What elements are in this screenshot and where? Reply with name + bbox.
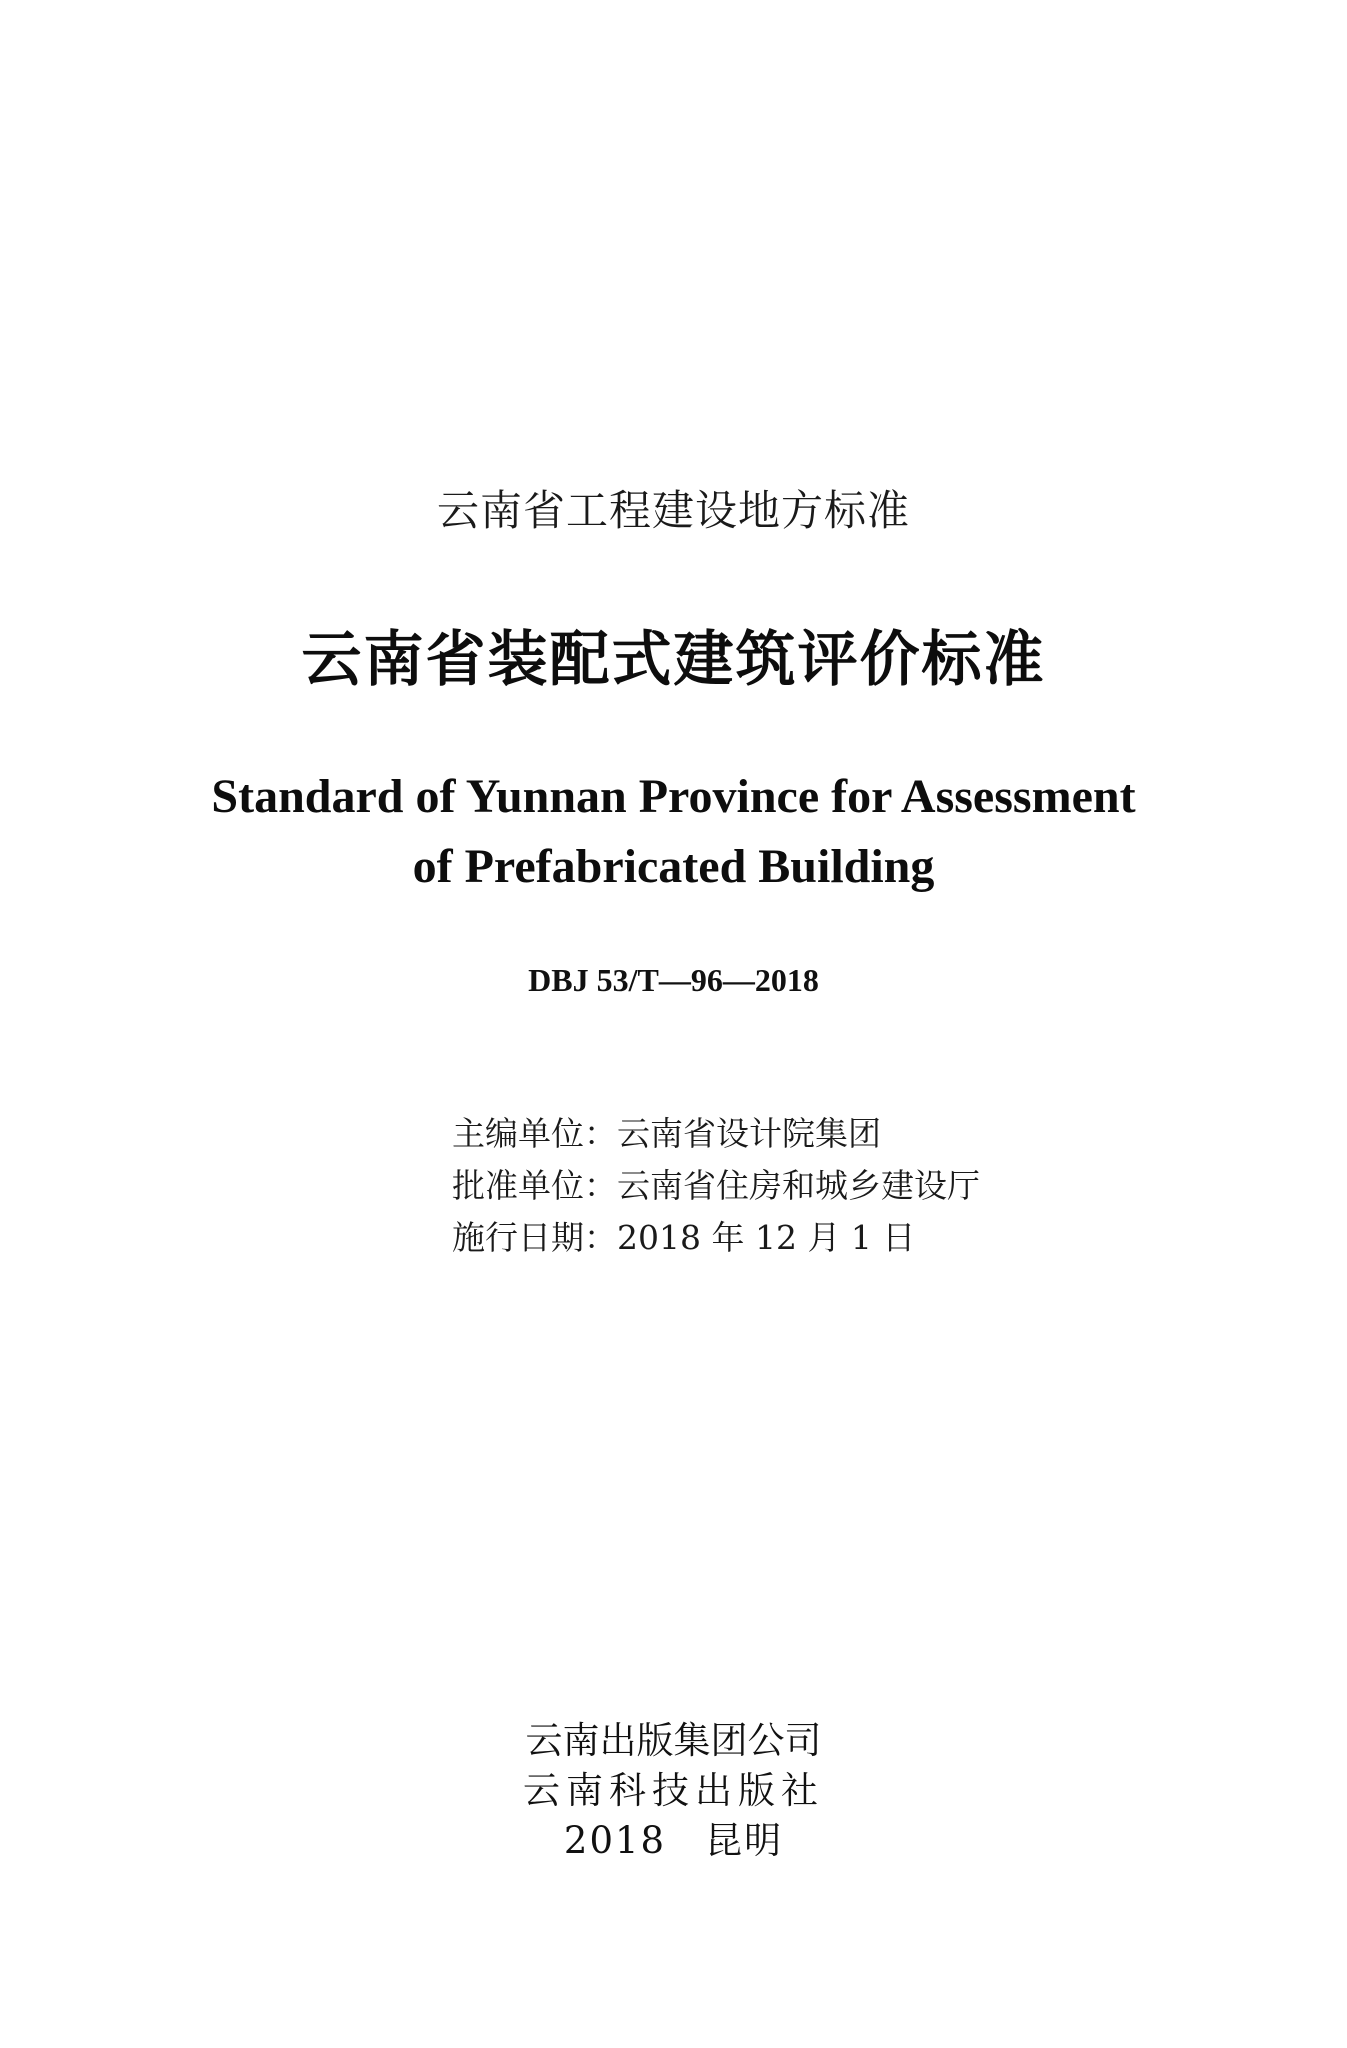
info-row-chief-editor <box>452 1108 980 1160</box>
info-row-effective-date <box>452 1212 980 1264</box>
info-value: 云南省设计院集团 <box>617 1114 881 1153</box>
info-row-approval <box>452 1160 980 1212</box>
publisher-group: 云南出版集团公司 <box>525 1719 822 1762</box>
info-label: 批准单位： <box>452 1166 617 1205</box>
english-title-line-2: of Prefabricated Building <box>412 840 935 893</box>
publisher-press: 云南科技出版社 <box>523 1769 824 1812</box>
publisher-year-city: 2018 昆明 <box>563 1819 784 1862</box>
english-title-line-1: Standard of Yunnan Province for Assessment <box>211 770 1136 823</box>
info-value: 2018 年 12 月 1 日 <box>617 1218 916 1257</box>
series-title: 云南省工程建设地方标准 <box>436 486 910 535</box>
english-title <box>0 762 1347 902</box>
info-block <box>452 1108 980 1264</box>
info-value: 云南省住房和城乡建设厅 <box>617 1166 980 1205</box>
standard-code: DBJ 53/T—96—2018 <box>528 962 819 998</box>
publisher-block <box>0 1716 1347 1866</box>
info-label: 主编单位： <box>452 1114 617 1153</box>
main-title: 云南省装配式建筑评价标准 <box>301 625 1046 695</box>
info-label: 施行日期： <box>452 1218 617 1257</box>
